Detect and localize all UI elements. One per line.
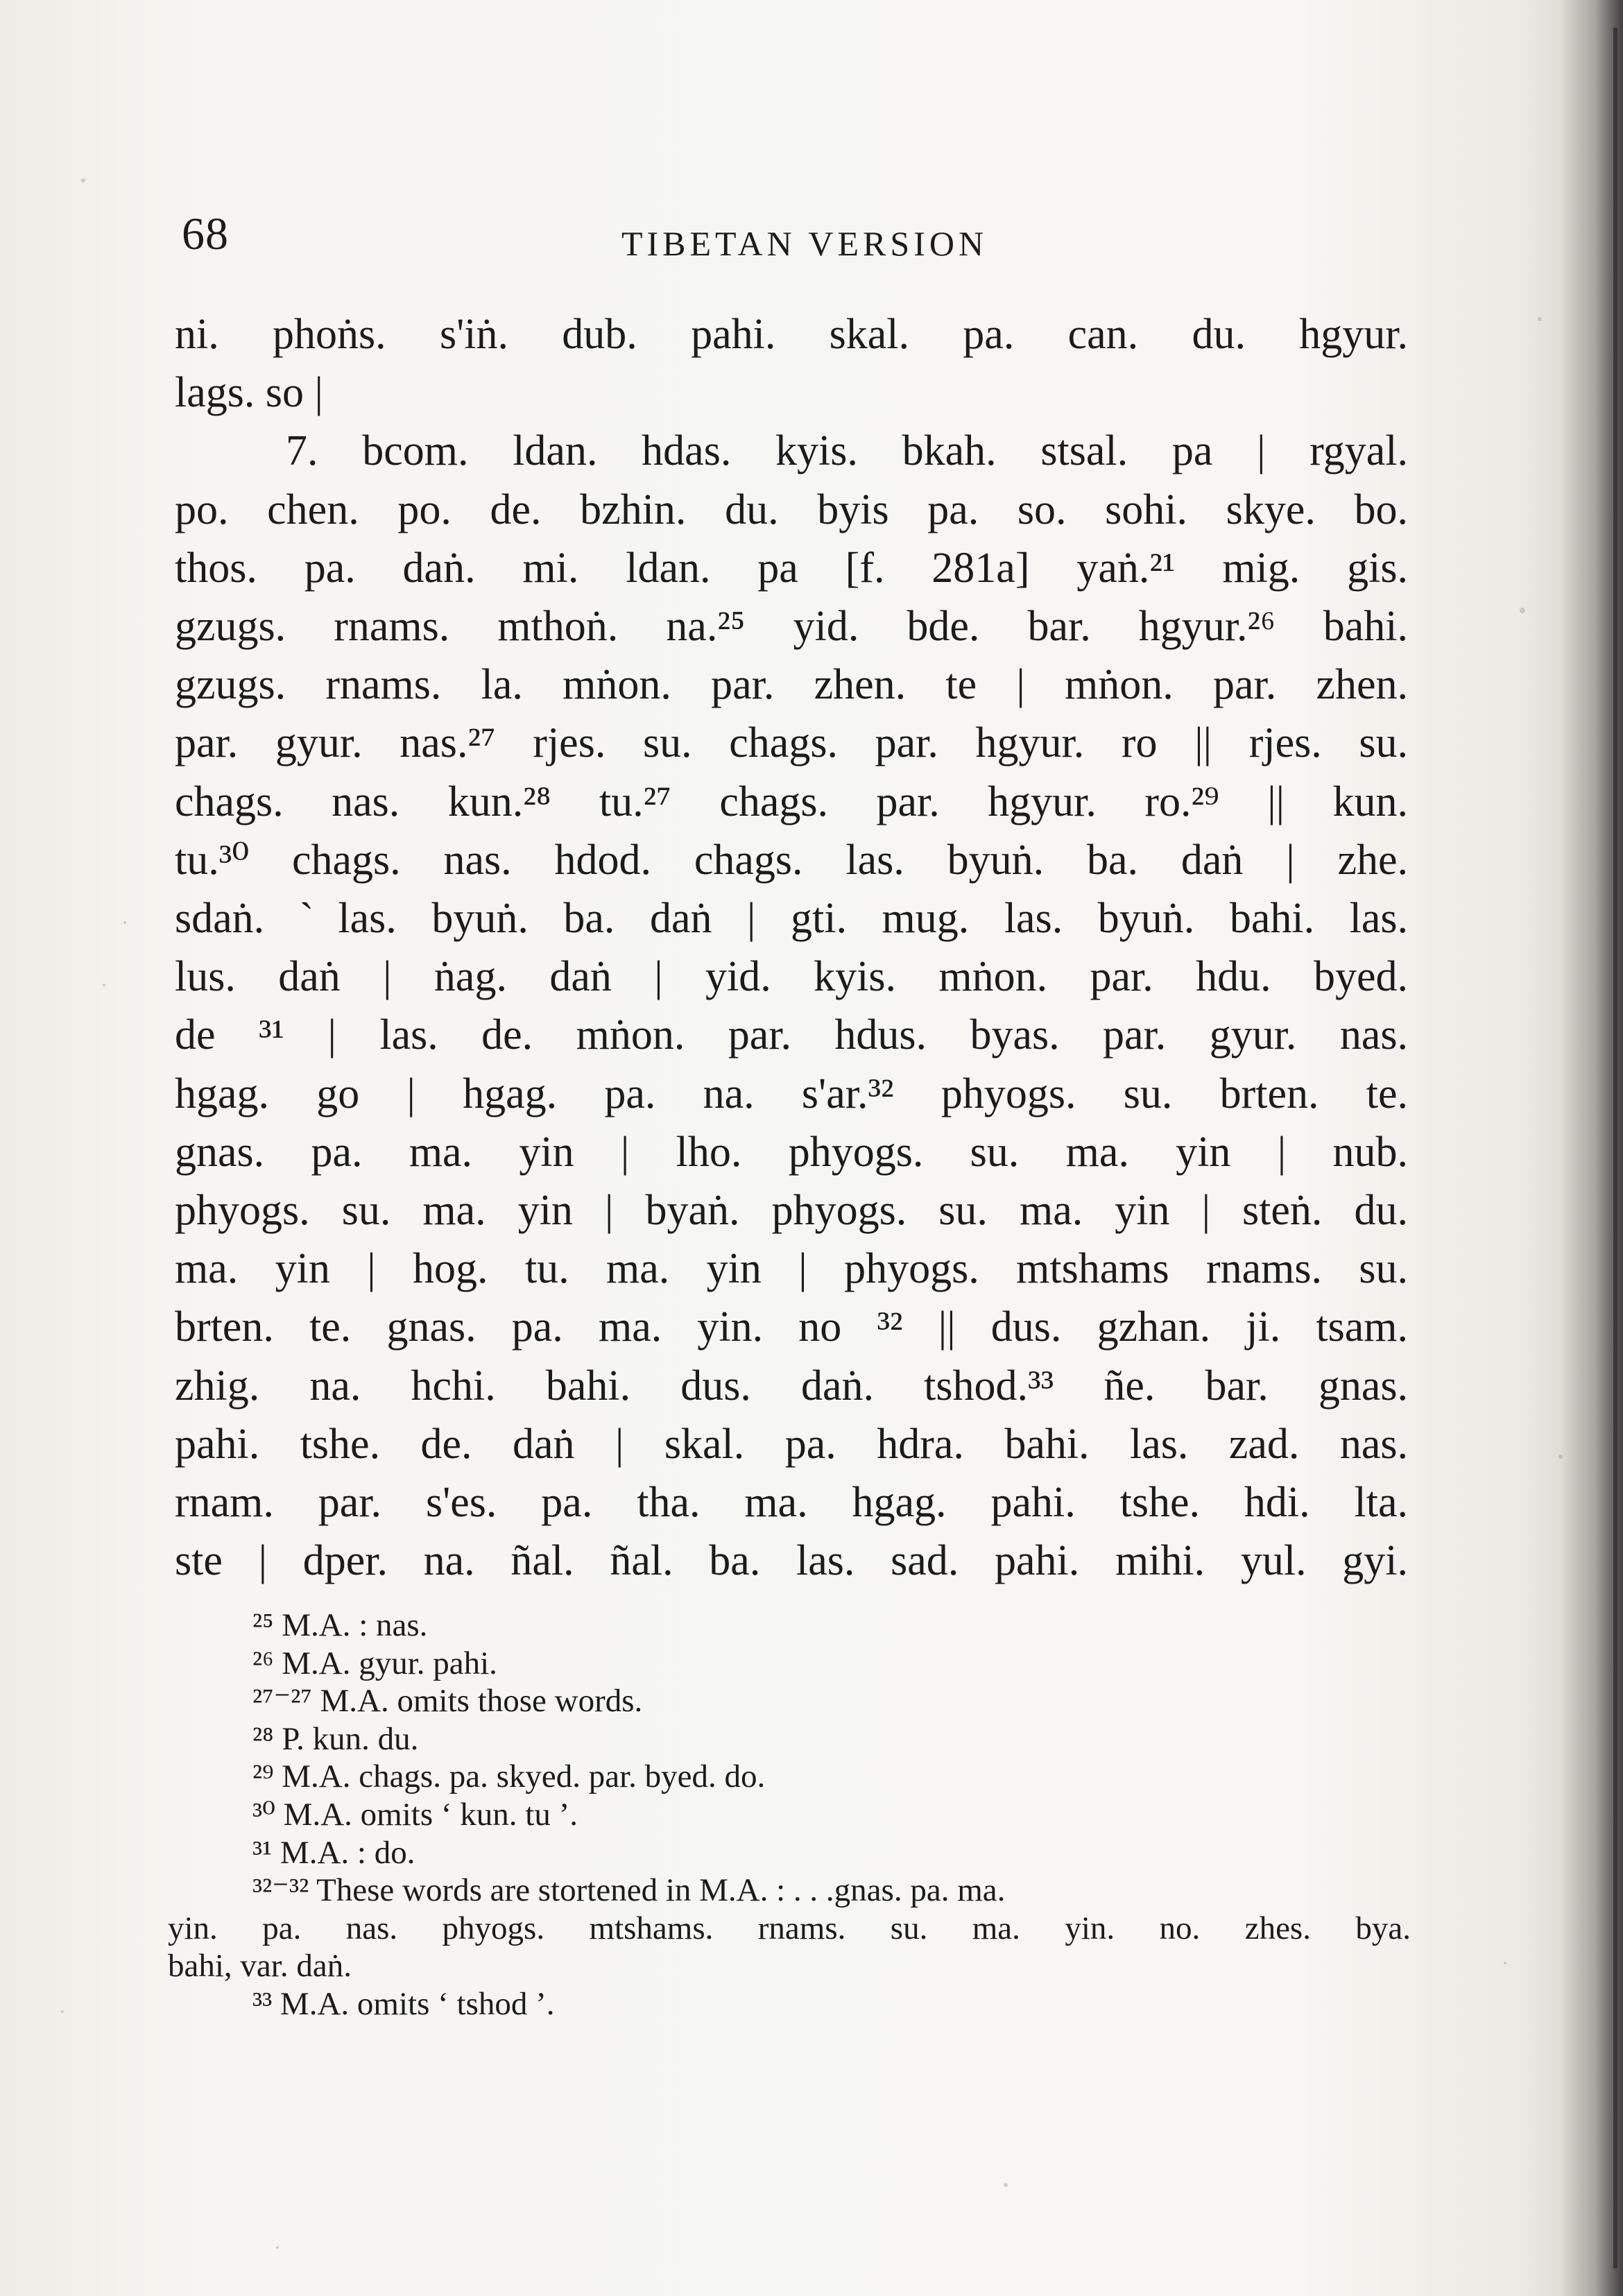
- text-line: sdaṅ. ˋlas. byuṅ. ba. daṅ | gti. mug. las. byuṅ. bahi. las.: [175, 895, 1408, 943]
- text-line: ma. yin | hog. tu. ma. yin | phyogs. mtshams rnams. su.: [175, 1245, 1408, 1293]
- text-line: hgag. go | hgag. pa. na. s'ar.³² phyogs. su. brten. te.: [175, 1070, 1408, 1117]
- footnote: ²⁶ M.A. gyur. pahi.: [252, 1645, 497, 1681]
- footnote-continuation: bahi, var. daṅ.: [168, 1948, 352, 1985]
- text-line: po. chen. po. de. bzhin. du. byis pa. so. sohi. skye. bo.: [175, 486, 1408, 533]
- text-line: thos. pa. daṅ. mi. ldan. pa [f. 281a] yaṅ.²¹ mig. gis.: [175, 544, 1408, 592]
- text-line: 7. bcom. ldan. hdas. kyis. bkah. stsal. pa | rgyal.: [286, 427, 1408, 475]
- footnote-continuation: yin. pa. nas. phyogs. mtshams. rnams. su. ma. yin. no. zhes. bya.: [168, 1910, 1411, 1946]
- footnote: ²⁷⁻²⁷ M.A. omits those words.: [252, 1683, 643, 1720]
- text-line: lus. daṅ | ṅag. daṅ | yid. kyis. mṅon. par. hdu. byed.: [175, 953, 1408, 1001]
- text-line: gnas. pa. ma. yin | lho. phyogs. su. ma. yin | nub.: [175, 1128, 1408, 1176]
- text-line: de ³¹ | las. de. mṅon. par. hdus. byas. par. gyur. nas.: [175, 1011, 1408, 1059]
- text-line: gzugs. rnams. la. mṅon. par. zhen. te | mṅon. par. zhen.: [175, 661, 1408, 709]
- text-line: gzugs. rnams. mthoṅ. na.²⁵ yid. bde. bar. hgyur.²⁶ bahi.: [175, 603, 1408, 651]
- text-line: pahi. tshe. de. daṅ | skal. pa. hdra. bahi. las. zad. nas.: [175, 1420, 1408, 1468]
- footnote: ²⁵ M.A. : nas.: [252, 1607, 428, 1643]
- footnote: ²⁸ P. kun. du.: [252, 1720, 419, 1757]
- main-text: [175, 305, 1408, 1590]
- footnote: ²⁹ M.A. chags. pa. skyed. par. byed. do.: [252, 1758, 766, 1795]
- text-line: phyogs. su. ma. yin | byaṅ. phyogs. su. ma. yin | steṅ. du.: [175, 1187, 1408, 1235]
- text-line: lags. so |: [175, 369, 323, 417]
- footnote: ³³ M.A. omits ‘ tshod ’.: [252, 1985, 555, 2022]
- text-line: zhig. na. hchi. bahi. dus. daṅ. tshod.³³ ñe. bar. gnas.: [175, 1362, 1408, 1410]
- running-head: TIBETAN VERSION: [621, 224, 988, 263]
- text-line: chags. nas. kun.²⁸ tu.²⁷ chags. par. hgyur. ro.²⁹ || kun.: [175, 778, 1408, 825]
- footnote: ³¹ M.A. : do.: [252, 1834, 415, 1871]
- text-line: tu.³⁰ chags. nas. hdod. chags. las. byuṅ. ba. daṅ | zhe.: [175, 836, 1408, 884]
- footnote: ³⁰ M.A. omits ‘ kun. tu ’.: [252, 1796, 578, 1833]
- text-line: par. gyur. nas.²⁷ rjes. su. chags. par. hgyur. ro || rjes. su.: [175, 719, 1408, 767]
- page-header: [173, 208, 1408, 277]
- text-line: brten. te. gnas. pa. ma. yin. no ³² || dus. gzhan. ji. tsam.: [175, 1303, 1408, 1351]
- footnote: ³²⁻³² These words are stortened in M.A. : . . .gnas. pa. ma.: [252, 1872, 1006, 1909]
- page-edge-line: [1613, 28, 1617, 2268]
- text-line: rnam. par. s'es. pa. tha. ma. hgag. pahi. tshe. hdi. lta.: [175, 1479, 1408, 1527]
- text-line: ste | dper. na. ñal. ñal. ba. las. sad. pahi. mihi. yul. gyi.: [175, 1537, 1408, 1585]
- footnotes: [168, 1607, 1411, 2023]
- page-number: 68: [182, 209, 229, 259]
- text-line: ni. phoṅs. s'iṅ. dub. pahi. skal. pa. can. du. hgyur.: [175, 311, 1408, 358]
